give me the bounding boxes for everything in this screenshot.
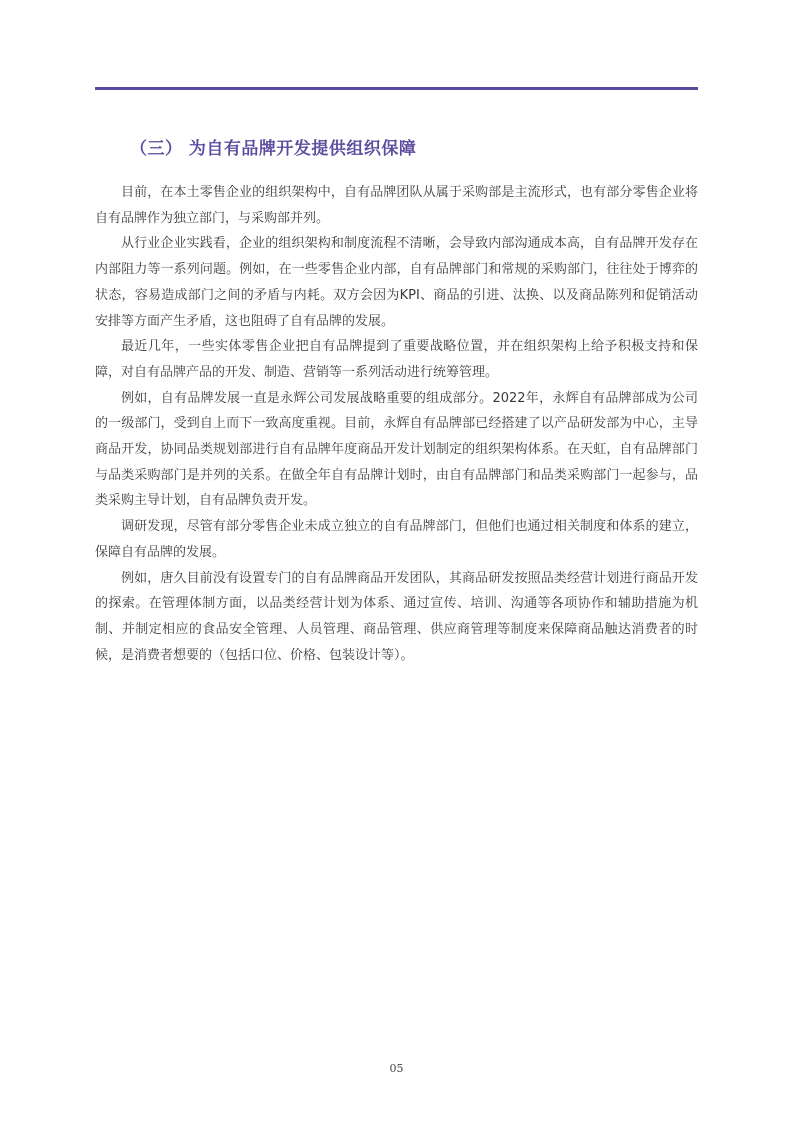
body-text bbox=[95, 180, 698, 668]
section-heading: （三） 为自有品牌开发提供组织保障 bbox=[130, 139, 417, 159]
paragraph-1: 目前，在本土零售企业的组织架构中，自有品牌团队从属于采购部是主流形式，也有部分零售企业将自有品牌作为独立部门，与采购部并列。 bbox=[95, 185, 698, 226]
paragraph-4: 例如，自有品牌发展一直是永辉公司发展战略重要的组成部分。2022年，永辉自有品牌部成为公司的一级部门，受到自上而下一致高度重视。目前，永辉自有品牌部已经搭建了以产品研发部为中心，主导商品开发，协同品类规划部进行自有品牌年度商品开发计划制定的组织架构体系。在天虹，自有品牌部门与品类采购部门是并列的关系。在做全年自有品牌计划时，由自有品牌部门和品类采购部门一起参与，品类采购主导计划，自有品牌负责开发。 bbox=[95, 390, 698, 509]
paragraph-3: 最近几年，一些实体零售企业把自有品牌提到了重要战略位置，并在组织架构上给予积极支持和保障，对自有品牌产品的开发、制造、营销等一系列活动进行统筹管理。 bbox=[95, 339, 698, 380]
paragraph-2: 从行业企业实践看，企业的组织架构和制度流程不清晰，会导致内部沟通成本高，自有品牌开发存在内部阻力等一系列问题。例如，在一些零售企业内部，自有品牌部门和常规的采购部门，往往处于博弈的状态，容易造成部门之间的矛盾与内耗。双方会因为KPI、商品的引进、汰换、以及商品陈列和促销活动安排等方面产生矛盾，这也阻碍了自有品牌的发展。 bbox=[95, 236, 698, 329]
page-number: 05 bbox=[389, 1062, 404, 1075]
paragraph-5: 调研发现，尽管有部分零售企业未成立独立的自有品牌部门，但他们也通过相关制度和体系的建立，保障自有品牌的发展。 bbox=[95, 519, 698, 560]
header-divider bbox=[95, 87, 698, 90]
paragraph-6: 例如，唐久目前没有设置专门的自有品牌商品开发团队，其商品研发按照品类经营计划进行商品开发的探索。在管理体制方面，以品类经营计划为体系、通过宣传、培训、沟通等各项协作和辅助措施为机制、并制定相应的食品安全管理、人员管理、商品管理、供应商管理等制度来保障商品触达消费者的时候，是消费者想要的（包括口位、价格、包装设计等）。 bbox=[95, 570, 698, 663]
